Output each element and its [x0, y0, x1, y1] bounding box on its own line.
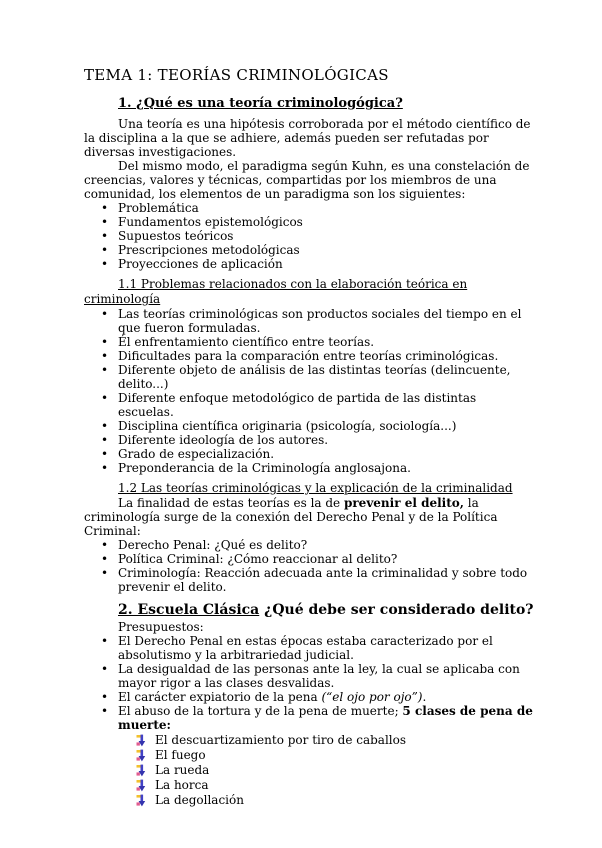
heading-rest-run: ¿Qué debe ser considerado delito? [259, 602, 534, 618]
section-1-2-heading: 1.2 Las teorías criminológicas y la explicación de la criminalidad [118, 481, 513, 495]
list-item-label: La horca [155, 778, 209, 792]
list-item [84, 704, 534, 732]
list-item [84, 763, 534, 778]
list-item: • Política Criminal: ¿Cómo reaccionar al delito? [84, 552, 534, 566]
section-2-heading [84, 602, 534, 619]
paragraph-paradigm-kuhn: Del mismo modo, el paradigma según Kuhn, es una constelación de creencias, valores y técnicas, compartidas por los miembros de una comunidad, los elementos de un paradigma son los siguientes: [84, 159, 530, 201]
text-run: . [422, 690, 427, 704]
text-run: El abuso de la tortura y de la pena de muerte; [118, 704, 403, 718]
list-item: • La desigualdad de las personas ante la ley, la cual se aplicaba con mayor rigor a las clases desvalidas. [84, 662, 534, 690]
colored-down-arrow-icon [136, 794, 147, 807]
list-item: • Criminología: Reacción adecuada ante la criminalidad y sobre todo prevenir el delito. [84, 566, 534, 594]
colored-down-arrow-icon [136, 764, 147, 777]
document-title: TEMA 1: TEORÍAS CRIMINOLÓGICAS [84, 66, 389, 84]
list-item: • Dificultades para la comparación entre teorías criminológicas. [84, 349, 534, 363]
disciplines-list [84, 538, 534, 594]
colored-down-arrow-icon [136, 749, 147, 762]
list-item: • Diferente objeto de análisis de las distintas teorías (delincuente, delito...) [84, 363, 534, 391]
list-item: • Supuestos teóricos [84, 229, 534, 243]
italic-run: (“el ojo por ojo”) [321, 690, 423, 704]
colored-down-arrow-icon [136, 779, 147, 792]
list-item [84, 748, 534, 763]
list-item: • Problemática [84, 201, 534, 215]
list-item [84, 793, 534, 808]
death-penalty-types-list [84, 733, 534, 808]
list-item-label: La degollación [155, 793, 244, 807]
section-1-1-heading: 1.1 Problemas relacionados con la elaboración teórica en criminología [84, 277, 468, 306]
paradigm-elements-list [84, 201, 534, 271]
list-item: • Prescripciones metodológicas [84, 243, 534, 257]
section-1-heading: 1. ¿Qué es una teoría criminologógica? [118, 96, 403, 111]
list-item [84, 778, 534, 793]
list-item-label: La rueda [155, 763, 210, 777]
list-item: • Él enfrentamiento científico entre teorías. [84, 335, 534, 349]
heading-underlined-run: 2. Escuela Clásica [118, 602, 260, 618]
bold-run: 5 clases de pena de muerte: [118, 704, 533, 732]
list-item: • Derecho Penal: ¿Qué es delito? [84, 538, 534, 552]
paragraph-theory-definition: Una teoría es una hipótesis corroborada por el método científico de la disciplina a la que se adhiere, además pueden ser refutadas por diversas investigaciones. [84, 117, 531, 159]
bold-run: prevenir el delito, [343, 496, 464, 510]
list-item-label: El descuartizamiento por tiro de caballos [155, 733, 406, 747]
elaboration-problems-list [84, 307, 534, 475]
list-item: • Diferente enfoque metodológico de partida de las distintas escuelas. [84, 391, 534, 419]
classical-school-assumptions-list [84, 634, 534, 732]
list-item: • El Derecho Penal en estas épocas estaba caracterizado por el absolutismo y la arbitrariedad judicial. [84, 634, 534, 662]
text-run: la criminología surge de la conexión del Derecho Penal y de la Política Criminal: [84, 496, 498, 538]
list-item-label: El fuego [155, 748, 206, 762]
list-item: • Preponderancia de la Criminología anglosajona. [84, 461, 534, 475]
presupuestos-label: Presupuestos: [118, 620, 204, 634]
list-item [84, 690, 534, 704]
paragraph-theories-purpose [84, 496, 534, 538]
colored-down-arrow-icon [136, 734, 147, 747]
list-item [84, 733, 534, 748]
list-item: • Diferente ideología de los autores. [84, 433, 534, 447]
list-item: • Grado de especialización. [84, 447, 534, 461]
list-item: • Fundamentos epistemológicos [84, 215, 534, 229]
list-item: • Proyecciones de aplicación [84, 257, 534, 271]
list-item: • Disciplina científica originaria (psicología, sociología...) [84, 419, 534, 433]
text-run: El carácter expiatorio de la pena [118, 690, 322, 704]
list-item: • Las teorías criminológicas son productos sociales del tiempo en el que fueron formuladas. [84, 307, 534, 335]
text-run: La finalidad de estas teorías es la de [118, 496, 344, 510]
